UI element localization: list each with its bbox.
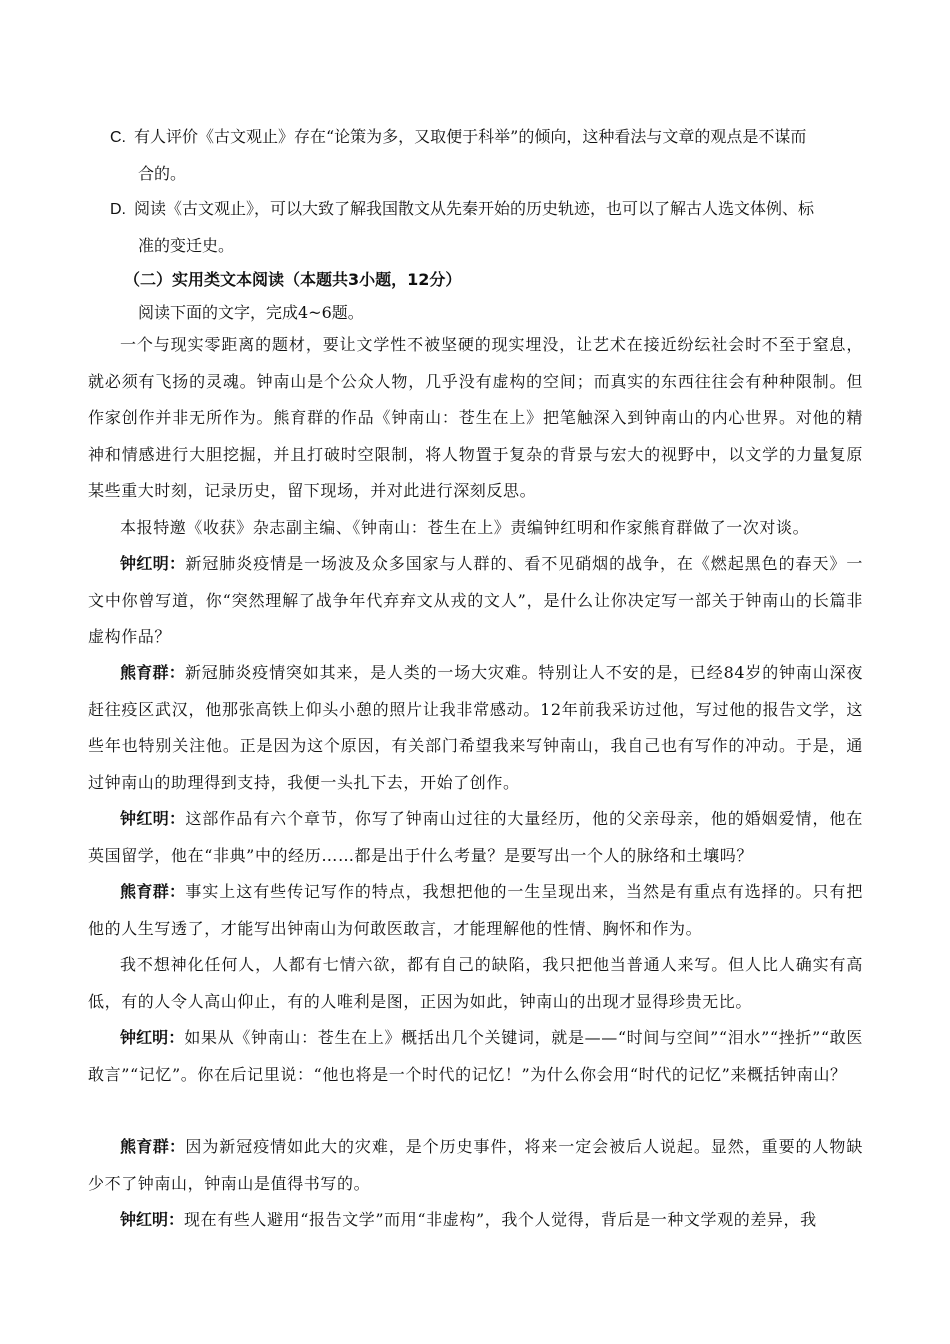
dialogue-zhong-2 — [88, 801, 863, 874]
section-instruction: 阅读下面的文字，完成4~6题。 — [138, 303, 364, 322]
option-d — [110, 199, 870, 220]
dialogue-text: 事实上这有些传记写作的特点，我想把他的一生呈现出来，当然是有重点有选择的。只有把他的人生写透了，才能写出钟南山为何敢医敢言，才能理解他的性情、胸怀和作为。 — [88, 882, 863, 938]
dialogue-xiong-2-cont — [88, 947, 863, 1020]
dialogue-xiong-1 — [88, 655, 863, 801]
dialogue-xiong-3 — [88, 1129, 863, 1202]
dialogue-zhong-4 — [88, 1202, 863, 1239]
speaker-label: 钟红明： — [120, 809, 186, 828]
option-d-label: D. — [110, 201, 126, 218]
dialogue-text: 现在有些人避用“报告文学”而用“非虚构”，我个人觉得，背后是一种文学观的差异，我 — [184, 1210, 817, 1229]
article-intro: 一个与现实零距离的题材，要让文学性不被坚硬的现实埋没，让艺术在接近纷纭社会时不至于窒息，就必须有飞扬的灵魂。钟南山是个公众人物，几乎没有虚构的空间；而真实的东西往往会有种种限制。但作家创作并非无所作为。熊育群的作品《钟南山：苍生在上》把笔触深入到钟南山的内心世界。对他的精神和情感进行大胆挖掘，并且打破时空限制，将人物置于复杂的背景与宏大的视野中，以文学的力量复原某些重大时刻，记录历史，留下现场，并对此进行深刻反思。 — [88, 335, 863, 500]
speaker-label: 熊育群： — [120, 1137, 186, 1156]
speaker-label: 熊育群： — [120, 663, 185, 682]
article-invite: 本报特邀《收获》杂志副主编、《钟南山：苍生在上》责编钟红明和作家熊育群做了一次对谈。 — [120, 518, 810, 537]
dialogue-text: 新冠肺炎疫情突如其来，是人类的一场大灾难。特别让人不安的是，已经84岁的钟南山深夜赶往疫区武汉，他那张高铁上仰头小憩的照片让我非常感动。12年前我采访过他，写过他的报告文学，这些年也特别关注他。正是因为这个原因，有关部门希望我来写钟南山，我自己也有写作的冲动。于是，通过钟南山的助理得到支持，我便一头扎下去，开始了创作。 — [88, 663, 863, 792]
option-c-label: C. — [110, 129, 126, 146]
section-heading: （二）实用类文本阅读（本题共3小题，12分） — [124, 270, 462, 289]
option-c-line1: 有人评价《古文观止》存在“论策为多，又取便于科举”的倾向，这种看法与文章的观点是不谋而 — [134, 127, 807, 146]
speaker-label: 钟红明： — [120, 554, 186, 573]
dialogue-text: 因为新冠疫情如此大的灾难，是个历史事件，将来一定会被后人说起。显然，重要的人物缺少不了钟南山，钟南山是值得书写的。 — [88, 1137, 863, 1193]
dialogue-text: 如果从《钟南山：苍生在上》概括出几个关键词，就是——“时间与空间”“泪水”“挫折”“敢医敢言”“记忆”。你在后记里说：“他也将是一个时代的记忆！”为什么你会用“时代的记忆”来概括钟南山？ — [88, 1028, 863, 1084]
dialogue-text: 这部作品有六个章节，你写了钟南山过往的大量经历，他的父亲母亲，他的婚姻爱情，他在英国留学，他在“非典”中的经历……都是出于什么考量？是要写出一个人的脉络和土壤吗？ — [88, 809, 863, 865]
dialogue-zhong-3 — [88, 1020, 863, 1093]
option-c-line2: 合的。 — [138, 164, 187, 183]
option-d-line1: 阅读《古文观止》，可以大致了解我国散文从先秦开始的历史轨迹，也可以了解古人选文体例、标 — [134, 199, 815, 218]
dialogue-zhong-1 — [88, 546, 863, 656]
option-d-line2: 准的变迁史。 — [138, 236, 235, 255]
dialogue-text: 我不想神化任何人，人都有七情六欲，都有自己的缺陷，我只把他当普通人来写。但人比人确实有高低，有的人令人高山仰止，有的人唯利是图，正因为如此，钟南山的出现才显得珍贵无比。 — [88, 955, 863, 1011]
option-c — [110, 127, 870, 148]
speaker-label: 熊育群： — [120, 882, 186, 901]
speaker-label: 钟红明： — [120, 1028, 185, 1047]
dialogue-xiong-2 — [88, 874, 863, 947]
speaker-label: 钟红明： — [120, 1210, 185, 1229]
dialogue-text: 新冠肺炎疫情是一场波及众多国家与人群的、看不见硝烟的战争，在《燃起黑色的春天》一文中你曾写道，你“突然理解了战争年代弃弃文从戎的文人”，是什么让你决定写一部关于钟南山的长篇非虚构作品？ — [88, 554, 863, 646]
